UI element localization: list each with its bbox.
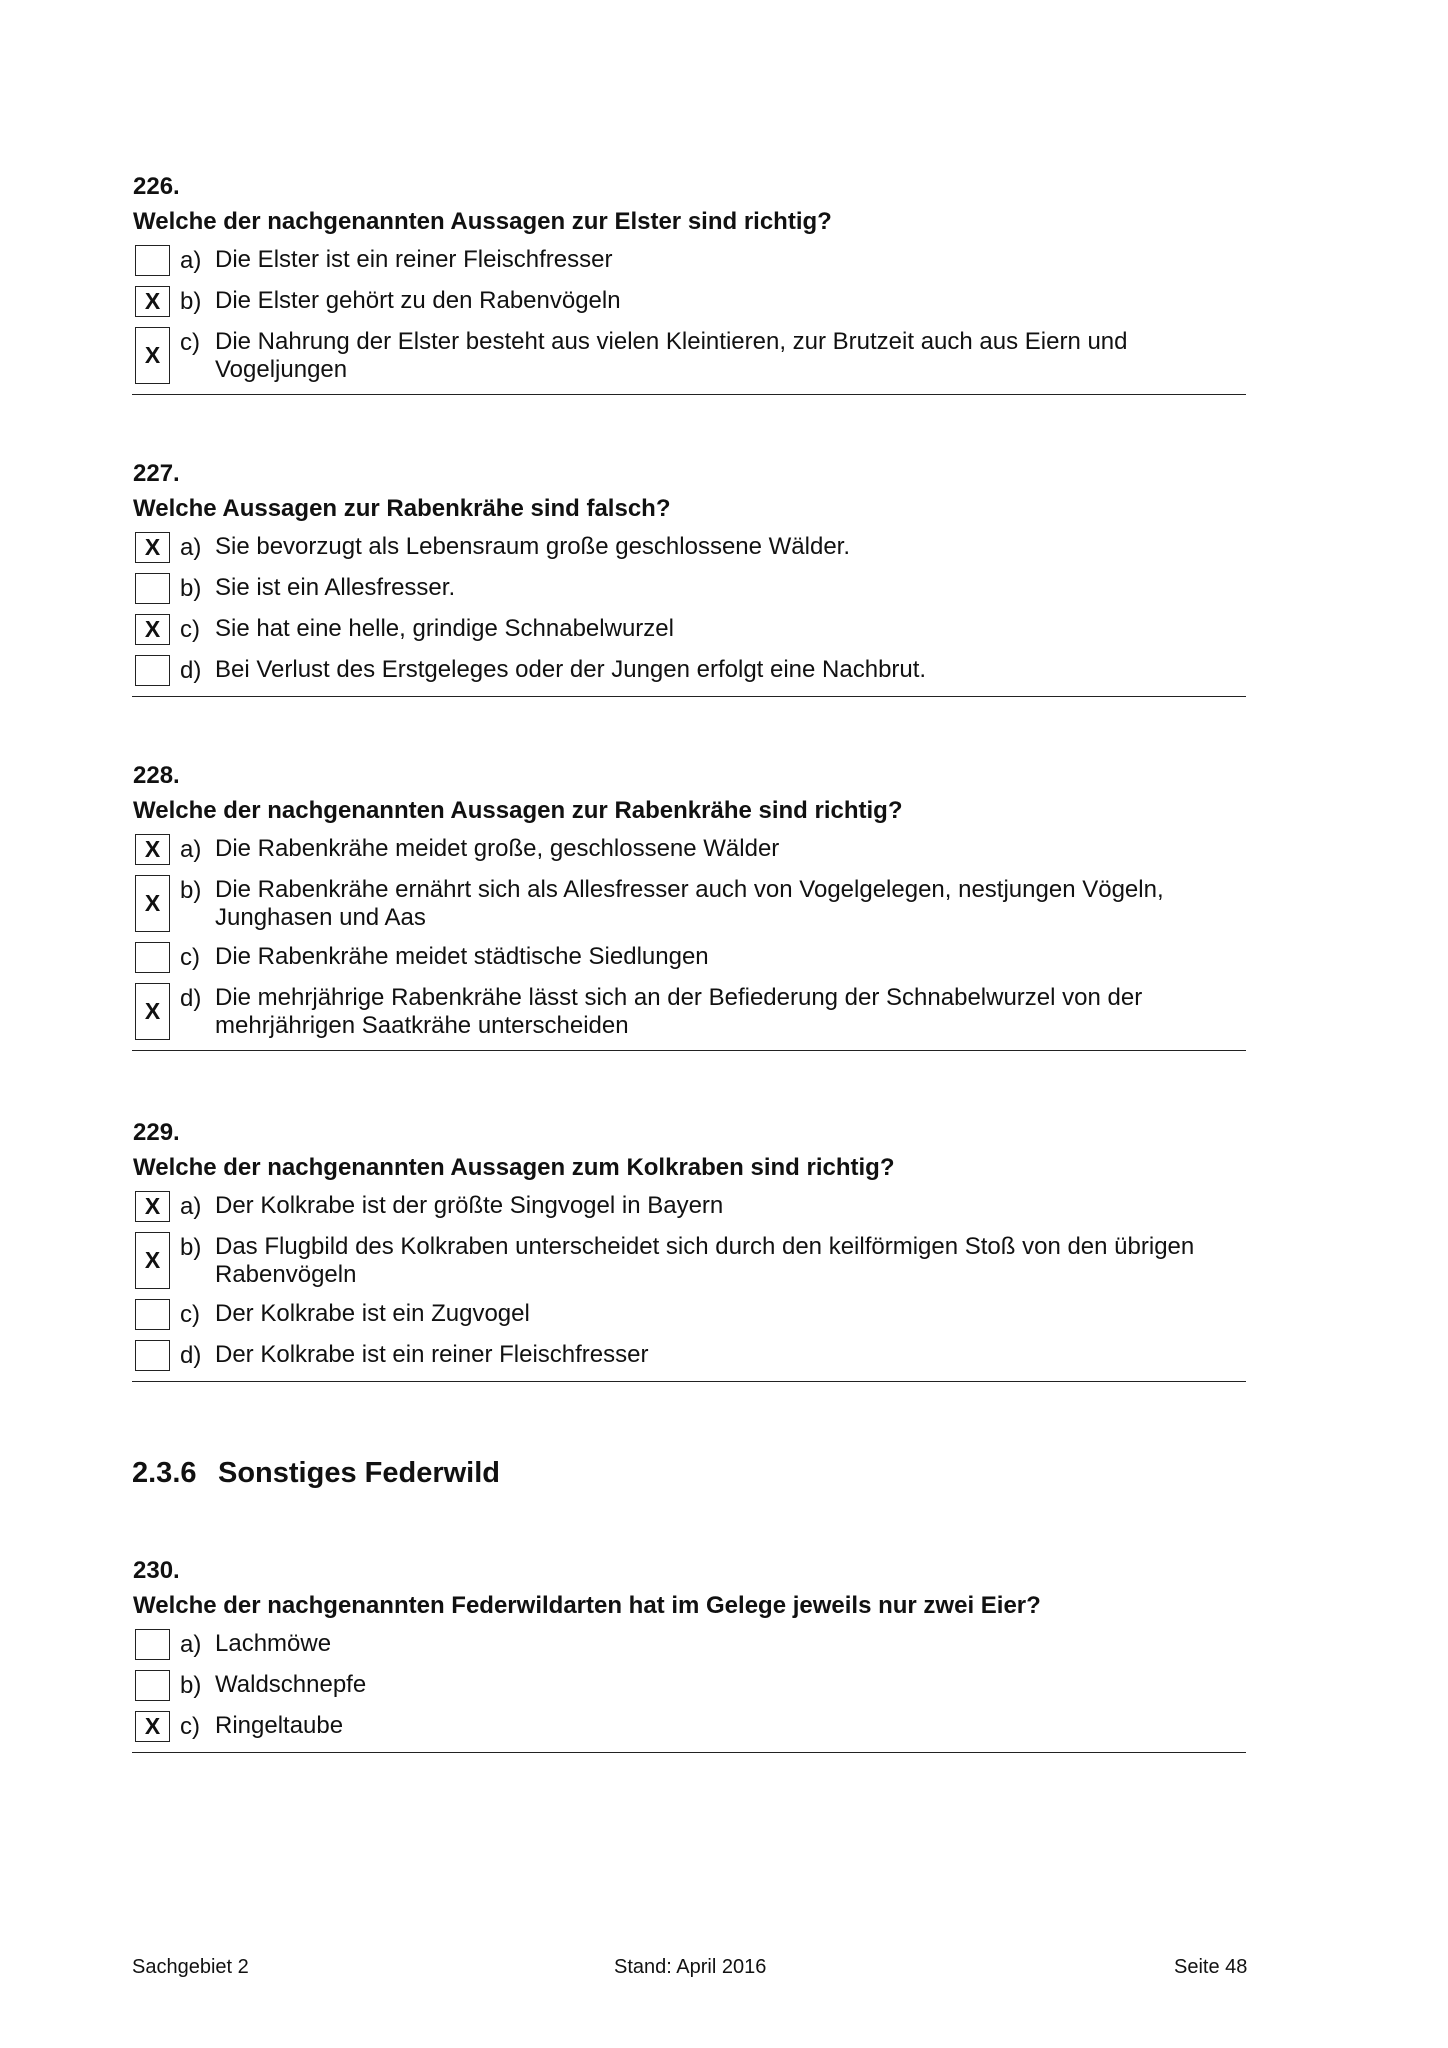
answer-option-c [132, 1711, 1246, 1742]
answer-letter: c) [180, 1713, 200, 1740]
answer-text: Der Kolkrabe ist ein reiner Fleischfresser [215, 1341, 649, 1368]
answer-letter: a) [180, 836, 202, 863]
answer-option-b [132, 1670, 1246, 1701]
question-number: 226. [133, 173, 180, 200]
question-229 [132, 1118, 1246, 1382]
answer-letter: d) [180, 657, 202, 684]
answer-letter: c) [180, 944, 200, 971]
answer-option-a [132, 1191, 1246, 1222]
answer-list [132, 532, 1246, 686]
answer-letter: b) [180, 1672, 202, 1699]
answer-text: Lachmöwe [215, 1630, 332, 1657]
answer-checkbox[interactable] [135, 1670, 170, 1701]
answer-text: Ringeltaube [215, 1712, 344, 1739]
answer-checkbox[interactable]: X [135, 614, 170, 645]
answer-checkbox[interactable] [135, 655, 170, 686]
question-text: Welche der nachgenannten Aussagen zum Kolkraben sind richtig? [133, 1154, 895, 1181]
answer-checkbox[interactable] [135, 1340, 170, 1371]
question-text: Welche Aussagen zur Rabenkrähe sind falsch? [133, 495, 671, 522]
answer-text: Die Rabenkrähe meidet große, geschlossene Wälder [215, 835, 780, 862]
answer-checkbox[interactable] [135, 245, 170, 276]
answer-checkbox[interactable] [135, 1299, 170, 1330]
answer-checkbox[interactable] [135, 573, 170, 604]
answer-text: Waldschnepfe [215, 1671, 367, 1698]
answer-option-a [132, 1629, 1246, 1660]
answer-letter: a) [180, 1193, 202, 1220]
question-230 [132, 1556, 1246, 1753]
answer-checkbox[interactable]: X [135, 1711, 170, 1742]
answer-text: Die Rabenkrähe meidet städtische Siedlungen [215, 943, 709, 970]
answer-option-d [132, 655, 1246, 686]
answer-text: Sie bevorzugt als Lebensraum große geschlossene Wälder. [215, 533, 851, 560]
divider [132, 1752, 1246, 1753]
answer-option-a [132, 834, 1246, 865]
divider [132, 696, 1246, 697]
answer-checkbox[interactable]: X [135, 327, 170, 384]
answer-option-c [132, 614, 1246, 645]
answer-option-b [132, 573, 1246, 604]
answer-option-b [132, 875, 1246, 932]
footer-page-number: Seite 48 [1174, 1956, 1248, 1978]
answer-checkbox[interactable] [135, 942, 170, 973]
answer-checkbox[interactable]: X [135, 983, 170, 1040]
answer-list [132, 245, 1246, 384]
answer-list [132, 1629, 1246, 1742]
answer-letter: c) [180, 1301, 200, 1328]
question-text: Welche der nachgenannten Aussagen zur Rabenkrähe sind richtig? [133, 797, 903, 824]
answer-option-b [132, 286, 1246, 317]
question-text: Welche der nachgenannten Federwildarten hat im Gelege jeweils nur zwei Eier? [133, 1592, 1041, 1619]
answer-text: Die Elster ist ein reiner Fleischfresser [215, 246, 613, 273]
answer-checkbox[interactable] [135, 1629, 170, 1660]
divider [132, 394, 1246, 395]
answer-option-c [132, 942, 1246, 973]
divider [132, 1050, 1246, 1051]
answer-text: Der Kolkrabe ist der größte Singvogel in Bayern [215, 1192, 724, 1219]
answer-letter: b) [180, 575, 202, 602]
answer-letter: a) [180, 534, 202, 561]
answer-text: Die Elster gehört zu den Rabenvögeln [215, 287, 621, 314]
answer-option-c [132, 327, 1246, 384]
divider [132, 1381, 1246, 1382]
question-text: Welche der nachgenannten Aussagen zur Elster sind richtig? [133, 208, 832, 235]
answer-option-b [132, 1232, 1246, 1289]
footer-subject: Sachgebiet 2 [132, 1956, 249, 1978]
answer-letter: a) [180, 1631, 202, 1658]
question-number: 229. [133, 1119, 180, 1146]
answer-option-d [132, 983, 1246, 1040]
answer-letter: c) [180, 329, 200, 356]
answer-list [132, 834, 1246, 1040]
answer-letter: d) [180, 985, 202, 1012]
answer-letter: b) [180, 877, 202, 904]
answer-text: Die mehrjährige Rabenkrähe lässt sich an der Befiederung der Schnabelwurzel von der mehrjährigen Saatkrähe unterscheiden [215, 984, 1143, 1039]
answer-text: Die Rabenkrähe ernährt sich als Allesfresser auch von Vogelgelegen, nestjungen Vögeln, Junghasen und Aas [215, 876, 1164, 931]
answer-checkbox[interactable]: X [135, 875, 170, 932]
answer-checkbox[interactable]: X [135, 1232, 170, 1289]
question-226 [132, 172, 1246, 395]
answer-list [132, 1191, 1246, 1371]
answer-checkbox[interactable]: X [135, 834, 170, 865]
question-number: 228. [133, 762, 180, 789]
answer-text: Der Kolkrabe ist ein Zugvogel [215, 1300, 530, 1327]
section-heading [132, 1455, 500, 1491]
footer-date: Stand: April 2016 [614, 1956, 767, 1978]
section-title: Sonstiges Federwild [218, 1457, 500, 1489]
answer-text: Bei Verlust des Erstgeleges oder der Jungen erfolgt eine Nachbrut. [215, 656, 927, 683]
answer-letter: b) [180, 288, 202, 315]
answer-letter: c) [180, 616, 200, 643]
question-number: 227. [133, 460, 180, 487]
answer-option-d [132, 1340, 1246, 1371]
answer-option-a [132, 245, 1246, 276]
answer-text: Die Nahrung der Elster besteht aus vielen Kleintieren, zur Brutzeit auch aus Eiern und Vogeljungen [215, 328, 1128, 383]
answer-option-a [132, 532, 1246, 563]
answer-checkbox[interactable]: X [135, 532, 170, 563]
answer-option-c [132, 1299, 1246, 1330]
question-228 [132, 761, 1246, 1051]
answer-letter: b) [180, 1234, 202, 1261]
answer-text: Sie hat eine helle, grindige Schnabelwurzel [215, 615, 674, 642]
answer-text: Sie ist ein Allesfresser. [215, 574, 456, 601]
answer-letter: d) [180, 1342, 202, 1369]
answer-text: Das Flugbild des Kolkraben unterscheidet sich durch den keilförmigen Stoß von den übrigen Rabenvögeln [215, 1233, 1195, 1288]
answer-letter: a) [180, 247, 202, 274]
question-number: 230. [133, 1557, 180, 1584]
question-227 [132, 459, 1246, 697]
answer-checkbox[interactable]: X [135, 1191, 170, 1222]
section-number: 2.3.6 [132, 1457, 197, 1489]
answer-checkbox[interactable]: X [135, 286, 170, 317]
